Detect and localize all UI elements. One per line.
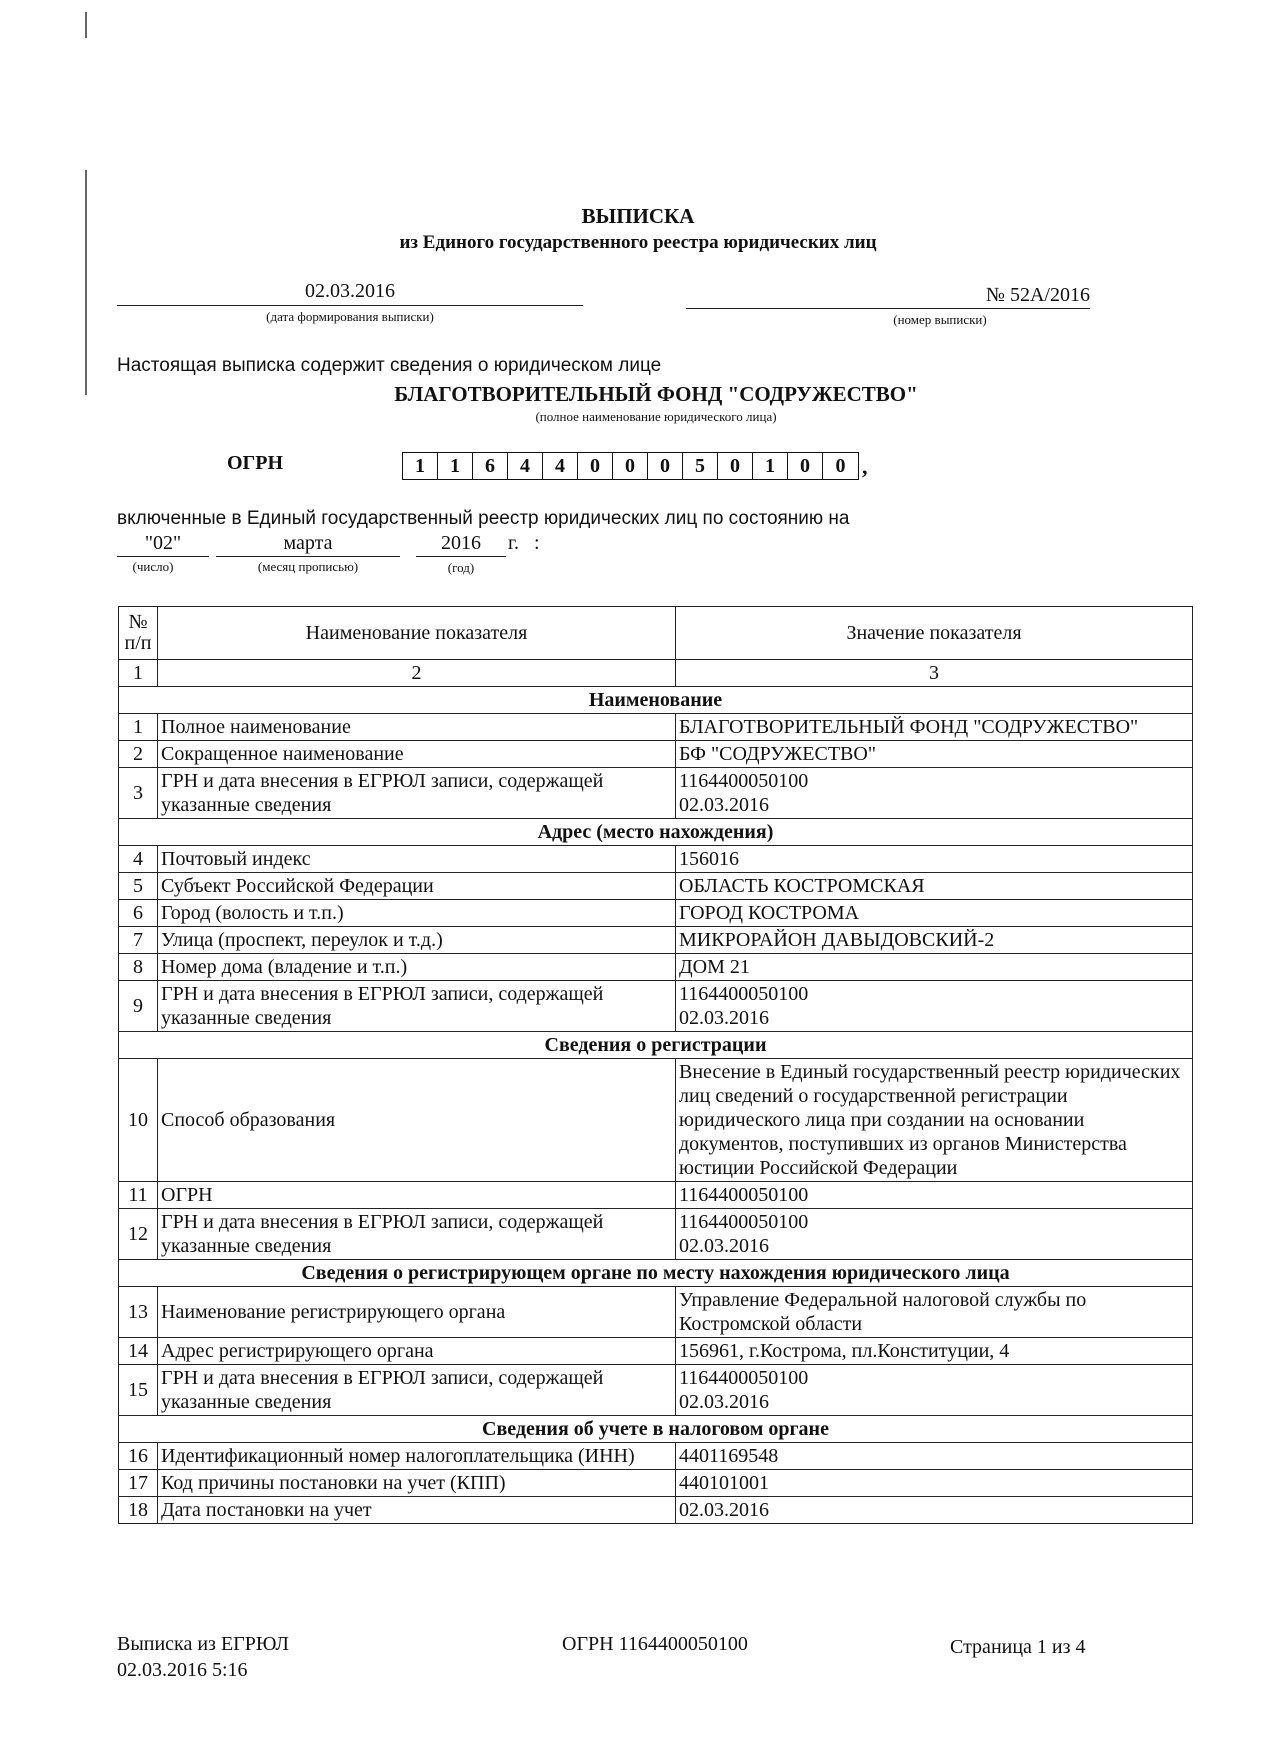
ogrn-digit: 4	[543, 453, 578, 479]
table-row	[119, 1443, 1193, 1470]
state-day-line	[117, 556, 209, 557]
entity-name-caption: (полное наименование юридического лица)	[535, 409, 777, 424]
ogrn-digit: 4	[508, 453, 543, 479]
ogrn-digit: 0	[648, 453, 683, 479]
row-value: МИКРОРАЙОН ДАВЫДОВСКИЙ-2	[676, 927, 1193, 954]
ogrn-digit: 0	[613, 453, 648, 479]
row-number: 12	[119, 1209, 158, 1260]
row-name: ОГРН	[158, 1182, 676, 1209]
table-row	[119, 741, 1193, 768]
ogrn-digit-boxes	[402, 452, 859, 480]
row-value: 1164400050100 02.03.2016	[676, 981, 1193, 1032]
ogrn-digit: 0	[578, 453, 613, 479]
state-year-line	[416, 556, 506, 557]
row-name: Адрес регистрирующего органа	[158, 1338, 676, 1365]
row-value: 1164400050100	[676, 1182, 1193, 1209]
table-row	[119, 1209, 1193, 1260]
state-month-caption: (месяц прописью)	[257, 559, 359, 574]
column-number-row	[119, 660, 1193, 687]
row-value: 4401169548	[676, 1443, 1193, 1470]
row-value: 156016	[676, 846, 1193, 873]
row-name: Дата постановки на учет	[158, 1497, 676, 1524]
row-number: 1	[119, 714, 158, 741]
table-row	[119, 927, 1193, 954]
section-row	[119, 1416, 1193, 1443]
colnum-3: 3	[676, 660, 1193, 687]
footer-ogrn: ОГРН 1164400050100	[562, 1633, 748, 1655]
colnum-2: 2	[158, 660, 676, 687]
table-row	[119, 846, 1193, 873]
footer-left-title: Выписка из ЕГРЮЛ	[117, 1633, 289, 1655]
row-value: 440101001	[676, 1470, 1193, 1497]
section-title: Наименование	[119, 687, 1193, 714]
table-row	[119, 768, 1193, 819]
entity-name: БЛАГОТВОРИТЕЛЬНЫЙ ФОНД "СОДРУЖЕСТВО"	[394, 382, 918, 406]
row-number: 2	[119, 741, 158, 768]
document-title: ВЫПИСКА	[581, 204, 695, 228]
table-header-row	[119, 607, 1193, 660]
header-value: Значение показателя	[676, 607, 1193, 660]
row-name: Наименование регистрирующего органа	[158, 1287, 676, 1338]
row-number: 18	[119, 1497, 158, 1524]
state-year: 2016	[441, 532, 481, 554]
table-row	[119, 954, 1193, 981]
state-month: марта	[283, 532, 333, 554]
state-text: включенные в Единый государственный реестр юридических лиц по состоянию на	[117, 508, 850, 529]
ogrn-digit: 1	[403, 453, 438, 479]
row-name: ГРН и дата внесения в ЕГРЮЛ записи, содержащей указанные сведения	[158, 1209, 676, 1260]
row-name: Код причины постановки на учет (КПП)	[158, 1470, 676, 1497]
row-value: ДОМ 21	[676, 954, 1193, 981]
row-number: 14	[119, 1338, 158, 1365]
row-value: 1164400050100 02.03.2016	[676, 768, 1193, 819]
row-name: Идентификационный номер налогоплательщика (ИНН)	[158, 1443, 676, 1470]
ogrn-digit: 0	[718, 453, 753, 479]
table-row	[119, 981, 1193, 1032]
table-row	[119, 900, 1193, 927]
state-month-line	[216, 556, 400, 557]
ogrn-digit: 1	[753, 453, 788, 479]
section-title: Адрес (место нахождения)	[119, 819, 1193, 846]
row-name: Сокращенное наименование	[158, 741, 676, 768]
row-number: 9	[119, 981, 158, 1032]
section-title: Сведения о регистрирующем органе по месту нахождения юридического лица	[119, 1260, 1193, 1287]
row-name: Номер дома (владение и т.п.)	[158, 954, 676, 981]
row-number: 15	[119, 1365, 158, 1416]
row-name: ГРН и дата внесения в ЕГРЮЛ записи, содержащей указанные сведения	[158, 1365, 676, 1416]
ogrn-digit: 5	[683, 453, 718, 479]
row-value: Внесение в Единый государственный реестр юридических лиц сведений о государственной регистрации юридического лица при создании на основании документов, поступивших из органов Министерства юстиции Российской Федерации	[676, 1059, 1193, 1182]
row-value: Управление Федеральной налоговой службы по Костромской области	[676, 1287, 1193, 1338]
register-table	[118, 606, 1193, 1524]
issue-date-caption: (дата формирования выписки)	[266, 309, 434, 324]
row-number: 3	[119, 768, 158, 819]
document-subtitle: из Единого государственного реестра юридических лиц	[399, 232, 877, 253]
row-number: 5	[119, 873, 158, 900]
ogrn-comma: ,	[862, 454, 868, 479]
section-title: Сведения об учете в налоговом органе	[119, 1416, 1193, 1443]
colnum-1: 1	[119, 660, 158, 687]
row-value: ОБЛАСТЬ КОСТРОМСКАЯ	[676, 873, 1193, 900]
table-row	[119, 1365, 1193, 1416]
row-name: ГРН и дата внесения в ЕГРЮЛ записи, содержащей указанные сведения	[158, 981, 676, 1032]
table-row	[119, 873, 1193, 900]
row-name: Полное наименование	[158, 714, 676, 741]
extract-number-caption: (номер выписки)	[893, 312, 987, 327]
table-row	[119, 1287, 1193, 1338]
row-number: 16	[119, 1443, 158, 1470]
table-row	[119, 1338, 1193, 1365]
row-name: Улица (проспект, переулок и т.д.)	[158, 927, 676, 954]
footer-left-datetime: 02.03.2016 5:16	[117, 1659, 248, 1681]
header-num: № п/п	[119, 607, 158, 660]
state-day-caption: (число)	[132, 559, 174, 574]
ogrn-digit: 0	[835, 455, 846, 477]
state-day: "02"	[144, 532, 182, 554]
row-value: 02.03.2016	[676, 1497, 1193, 1524]
state-year-caption: (год)	[447, 560, 475, 575]
ogrn-label: ОГРН	[227, 452, 284, 474]
row-value: БЛАГОТВОРИТЕЛЬНЫЙ ФОНД "СОДРУЖЕСТВО"	[676, 714, 1193, 741]
row-number: 7	[119, 927, 158, 954]
row-name: Город (волость и т.п.)	[158, 900, 676, 927]
row-name: Почтовый индекс	[158, 846, 676, 873]
row-value: ГОРОД КОСТРОМА	[676, 900, 1193, 927]
ogrn-digit: 1	[438, 453, 473, 479]
row-value: 1164400050100 02.03.2016	[676, 1365, 1193, 1416]
intro-text: Настоящая выписка содержит сведения о юридическом лице	[117, 355, 662, 376]
scan-edge-mark-top	[85, 12, 87, 38]
row-number: 6	[119, 900, 158, 927]
table-row	[119, 1470, 1193, 1497]
row-name: Субъект Российской Федерации	[158, 873, 676, 900]
row-value: 156961, г.Кострома, пл.Конституции, 4	[676, 1338, 1193, 1365]
section-row	[119, 1260, 1193, 1287]
row-number: 11	[119, 1182, 158, 1209]
issue-date: 02.03.2016	[305, 280, 395, 302]
row-number: 10	[119, 1059, 158, 1182]
section-title: Сведения о регистрации	[119, 1032, 1193, 1059]
extract-number-line	[686, 308, 1090, 309]
table-row	[119, 1497, 1193, 1524]
table-row	[119, 1059, 1193, 1182]
extract-number: № 52А/2016	[985, 284, 1090, 306]
issue-date-line	[117, 305, 583, 306]
row-name: ГРН и дата внесения в ЕГРЮЛ записи, содержащей указанные сведения	[158, 768, 676, 819]
state-year-suffix: г. :	[508, 532, 540, 554]
ogrn-digit: 6	[473, 453, 508, 479]
row-value: БФ "СОДРУЖЕСТВО"	[676, 741, 1193, 768]
row-number: 13	[119, 1287, 158, 1338]
row-name: Способ образования	[158, 1059, 676, 1182]
section-row	[119, 819, 1193, 846]
table-row	[119, 714, 1193, 741]
ogrn-digit: 0	[788, 453, 823, 479]
row-number: 8	[119, 954, 158, 981]
header-name: Наименование показателя	[158, 607, 676, 660]
row-value: 1164400050100 02.03.2016	[676, 1209, 1193, 1260]
row-number: 17	[119, 1470, 158, 1497]
row-number: 4	[119, 846, 158, 873]
footer-page-number: Страница 1 из 4	[950, 1636, 1086, 1658]
section-row	[119, 687, 1193, 714]
table-row	[119, 1182, 1193, 1209]
section-row	[119, 1032, 1193, 1059]
